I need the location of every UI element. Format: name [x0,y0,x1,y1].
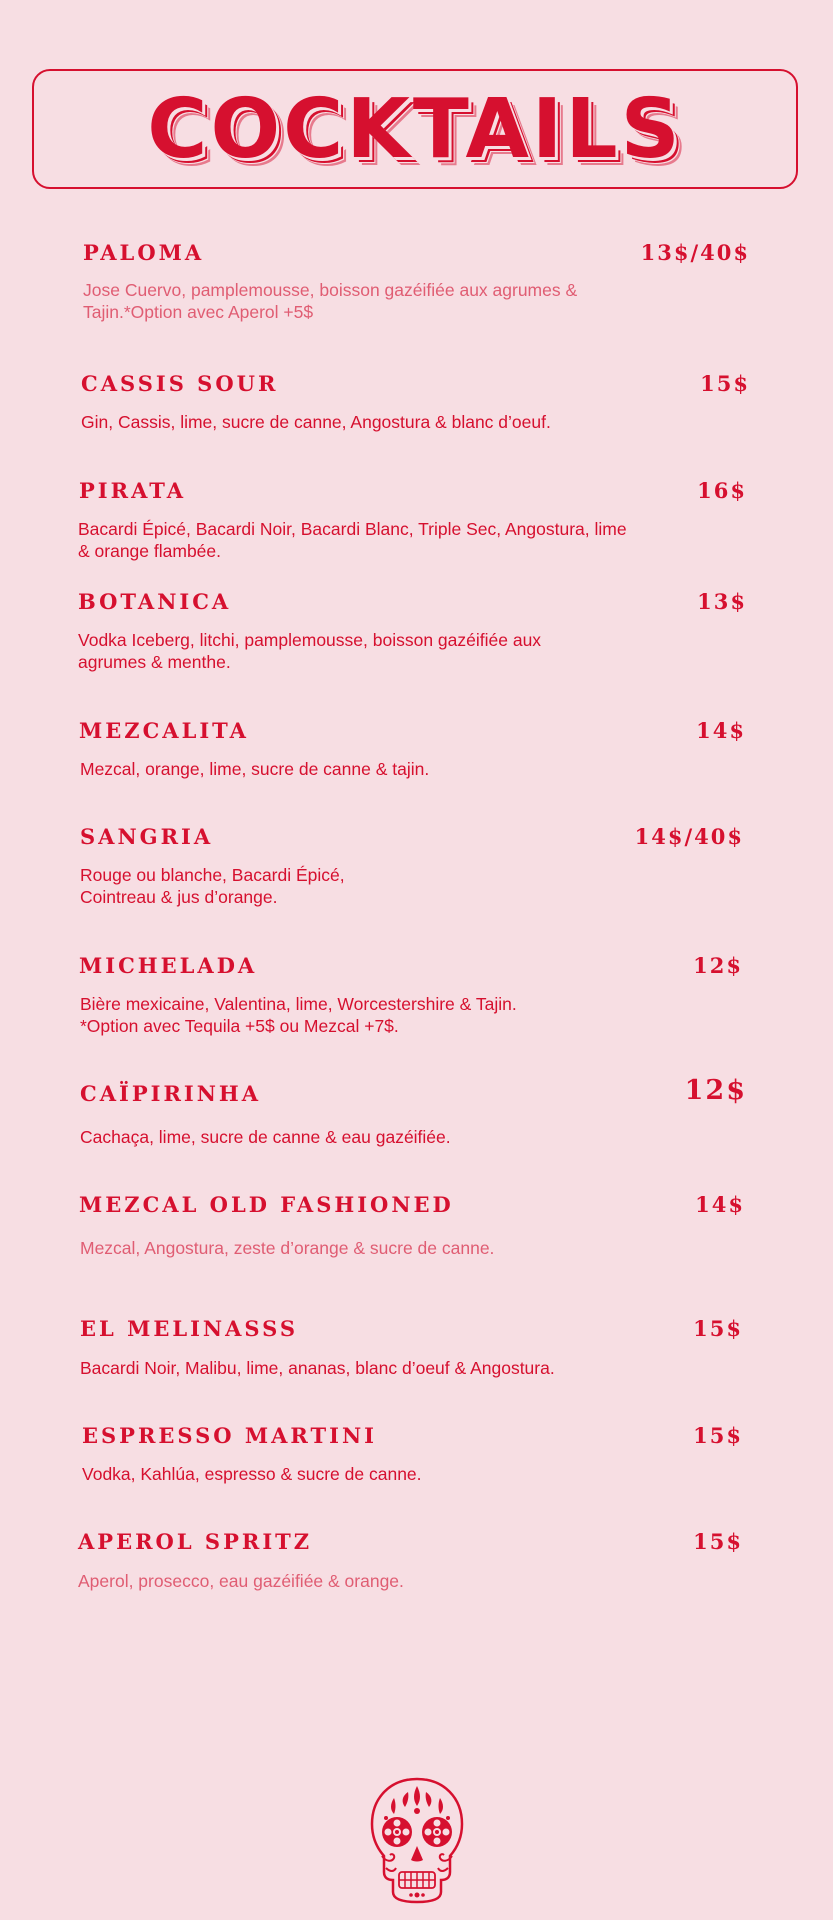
menu-item-description: Mezcal, Angostura, zeste d’orange & sucre de canne. [80,1238,495,1258]
menu-item-name: EL MELINASSS [80,1316,298,1341]
menu-item-name: ESPRESSO MARTINI [82,1423,377,1448]
menu-item-name: APEROL SPRITZ [78,1529,313,1554]
menu-item-name: SANGRIA [80,824,214,849]
menu-item-name: MEZCALITA [79,718,249,743]
menu-item-description: Rouge ou blanche, Bacardi Épicé, Cointreau & jus d’orange. [80,865,345,907]
menu-item-description: Bacardi Épicé, Bacardi Noir, Bacardi Blanc, Triple Sec, Angostura, lime & orange flambée. [78,519,627,561]
menu-item-price: 14$ [695,1192,745,1217]
menu-item-price: 15$ [693,1529,743,1554]
menu-item-price: 12$ [684,1075,747,1106]
menu-item-name: MEZCAL OLD FASHIONED [79,1192,454,1217]
menu-item-description: Aperol, prosecco, eau gazéifiée & orange. [78,1571,404,1591]
menu-item-description: Jose Cuervo, pamplemousse, boisson gazéifiée aux agrumes & Tajin.*Option avec Aperol +5$ [83,280,578,322]
sugar-skull-icon [368,1776,466,1904]
menu-item-description: Vodka Iceberg, litchi, pamplemousse, boisson gazéifiée aux agrumes & menthe. [78,630,542,672]
menu-item-price: 12$ [693,953,743,978]
menu-item-name: BOTANICA [78,589,232,614]
menu-item-price: 15$ [693,1423,743,1448]
menu-item-price: 15$ [693,1316,743,1341]
menu-item-name: CASSIS SOUR [81,371,279,396]
menu-item-description: Mezcal, orange, lime, sucre de canne & tajin. [80,759,430,779]
menu-item-price: 15$ [700,371,750,396]
menu-item-price: 14$/40$ [634,824,744,849]
menu-item-price: 13$/40$ [640,240,750,265]
menu-item-name: CAÏPIRINHA [80,1081,262,1106]
menu-item-price: 16$ [697,478,747,503]
page-title: COCKTAILS [147,82,683,177]
menu-item-name: MICHELADA [79,953,258,978]
menu-item-description: Bière mexicaine, Valentina, lime, Worcestershire & Tajin. *Option avec Tequila +5$ ou Mezcal +7$. [80,994,517,1036]
menu-item-description: Vodka, Kahlúa, espresso & sucre de canne. [82,1464,422,1484]
menu-item-price: 13$ [697,589,747,614]
menu-item-name: PALOMA [83,240,205,265]
menu-item-description: Cachaça, lime, sucre de canne & eau gazéifiée. [80,1127,451,1147]
menu-item-description: Bacardi Noir, Malibu, lime, ananas, blanc d’oeuf & Angostura. [80,1358,555,1378]
menu-item-description: Gin, Cassis, lime, sucre de canne, Angostura & blanc d’oeuf. [81,412,551,432]
title-frame [32,69,798,189]
menu-item-name: PIRATA [79,478,186,503]
menu-item-price: 14$ [696,718,746,743]
